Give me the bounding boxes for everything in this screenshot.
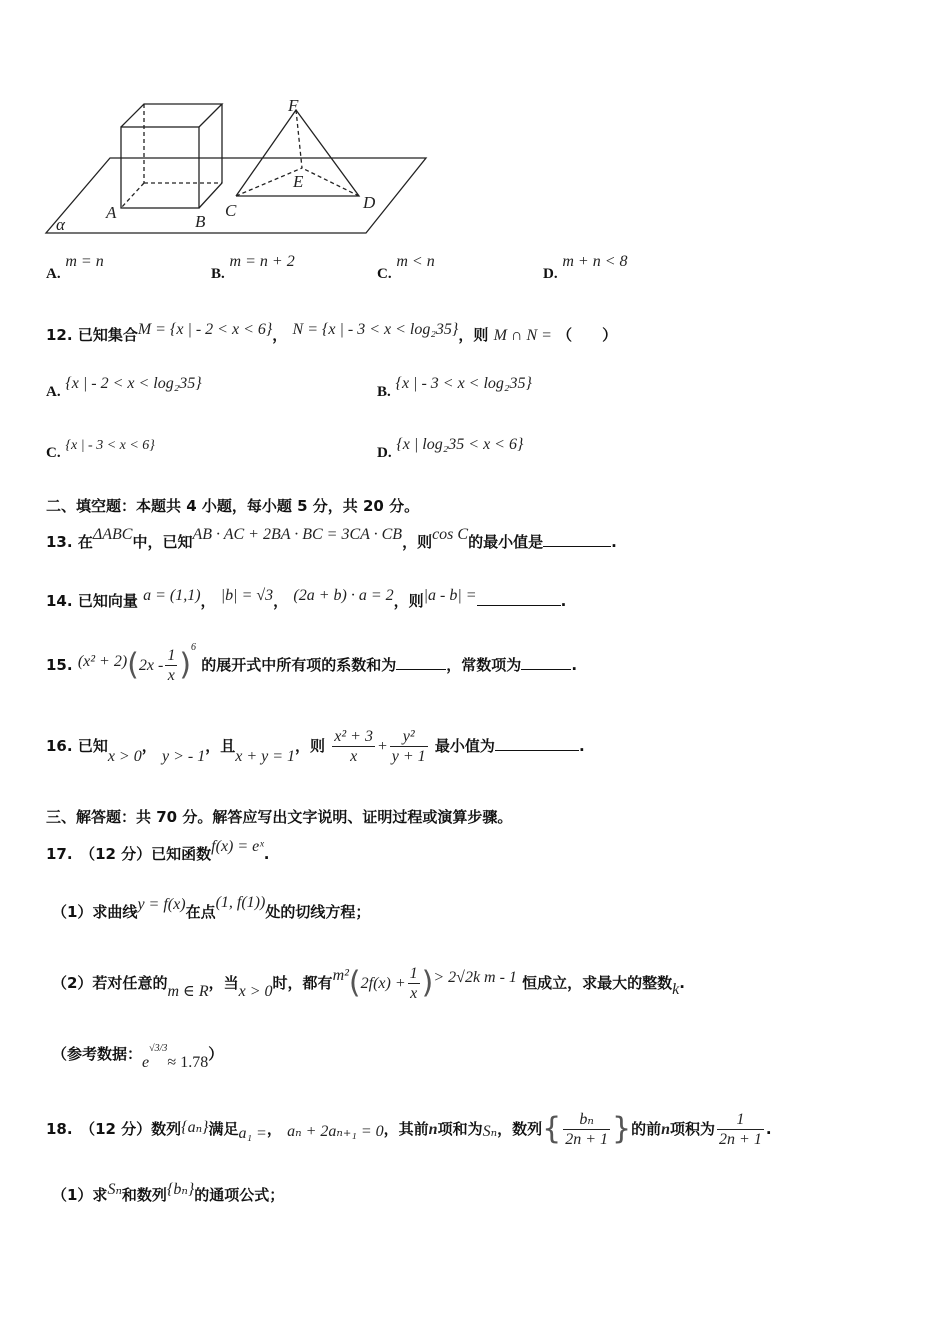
label-E: E	[293, 172, 304, 191]
label-F: F	[288, 96, 299, 115]
q16-fraction-1: $\frac{\text{x² + 3}}{x}$	[334, 728, 373, 766]
question-17-part-1: （1）求曲线y = f(x)在点(1, f(1))处的切线方程；	[52, 894, 371, 921]
q18-sequence-fraction: $\frac{\text{bₙ}}{2n + 1}$	[565, 1111, 608, 1149]
geometry-figure	[0, 0, 950, 245]
q11-option-a[interactable]: A. m = n	[46, 253, 104, 282]
cube-right-edges	[199, 104, 222, 208]
question-18: 18. （12 分）数列{aₙ}满足a₁ =， aₙ + 2aₙ₊₁ = 0，其前n项和为Sₙ，数列{ $\frac{\text{bₙ}}{2n + 1}$ }的前n项积为 $\frac{1}{2n + 1}$ .	[46, 1111, 772, 1149]
q16-answer-blank[interactable]	[495, 750, 579, 751]
question-15: 15. (x² + 2)(2x - $\frac{1}{x}$ )$^6$ 的展开式中所有项的系数和为 ，常数项为 .	[46, 642, 578, 685]
label-C: C	[225, 201, 237, 220]
reference-data: （参考数据：$e^{√3/3}\approx 1.78$）	[52, 1043, 224, 1071]
label-D: D	[363, 193, 376, 212]
q12-option-b[interactable]: B. {x | - 3 < x < log₂35}	[377, 375, 532, 400]
q12-option-d[interactable]: D. {x | log₂35 < x < 6}	[377, 436, 524, 461]
q11-option-b[interactable]: B. m = n + 2	[211, 253, 295, 282]
label-A: A	[106, 203, 117, 222]
q13-answer-blank[interactable]	[543, 546, 611, 547]
label-B: B	[195, 212, 206, 231]
question-17: 17. （12 分）已知函数f(x) = eˣ.	[46, 838, 270, 863]
question-17-part-2: （2）若对任意的m ∈ R，当x > 0时，都有m²(2f(x) + $\frac{1}{x}$ )> 2√2k m - 1 恒成立，求最大的整数k.	[52, 965, 685, 1003]
question-14: 14. 已知向量 a = (1,1)， |b| = √3， (2a + b) · a = 2，则|a - b| = .	[46, 587, 567, 610]
q12-option-c[interactable]: C. {x | - 3 < x < 6}	[46, 438, 155, 461]
section-2-heading: 二、填空题：本题共 4 小题，每小题 5 分，共 20 分。	[46, 497, 420, 515]
q15-answer-blank-1[interactable]	[396, 669, 446, 670]
question-18-part-1: （1）求Sₙ和数列{bₙ}的通项公式；	[52, 1181, 285, 1204]
q14-answer-blank[interactable]	[477, 605, 561, 606]
q15-fraction: $\frac{1}{x}$	[167, 647, 176, 685]
cube-top-edges	[121, 104, 222, 127]
q11-option-d[interactable]: D. m + n < 8	[543, 253, 628, 282]
q12-option-a[interactable]: A. {x | - 2 < x < log₂35}	[46, 375, 202, 400]
q15-answer-blank-2[interactable]	[521, 669, 571, 670]
question-12: 12. 已知集合M = {x | - 2 < x < 6}， N = {x | - 3 < x < log₂35}，则 M ∩ N = （ ）	[46, 321, 618, 344]
q11-option-c[interactable]: C. m < n	[377, 253, 435, 282]
label-alpha: α	[56, 215, 65, 234]
section-3-heading: 三、解答题：共 70 分。解答应写出文字说明、证明过程或演算步骤。	[46, 808, 513, 826]
question-16: 16. 已知x > 0， y > - 1，且x + y = 1，则 $\frac{\text{x² + 3}}{x}$ + $\frac{\text{y²}}{y + 1}$ 最小值为 .	[46, 728, 585, 766]
q17-fraction: $\frac{1}{x}$	[409, 965, 418, 1003]
q18-product-fraction: $\frac{1}{2n + 1}$	[719, 1111, 762, 1149]
q16-fraction-2: $\frac{\text{y²}}{y + 1}$	[391, 728, 426, 766]
question-13: 13. 在ΔABC中，已知AB · AC + 2BA · BC = 3CA · CB，则cos C的最小值是 .	[46, 526, 617, 551]
